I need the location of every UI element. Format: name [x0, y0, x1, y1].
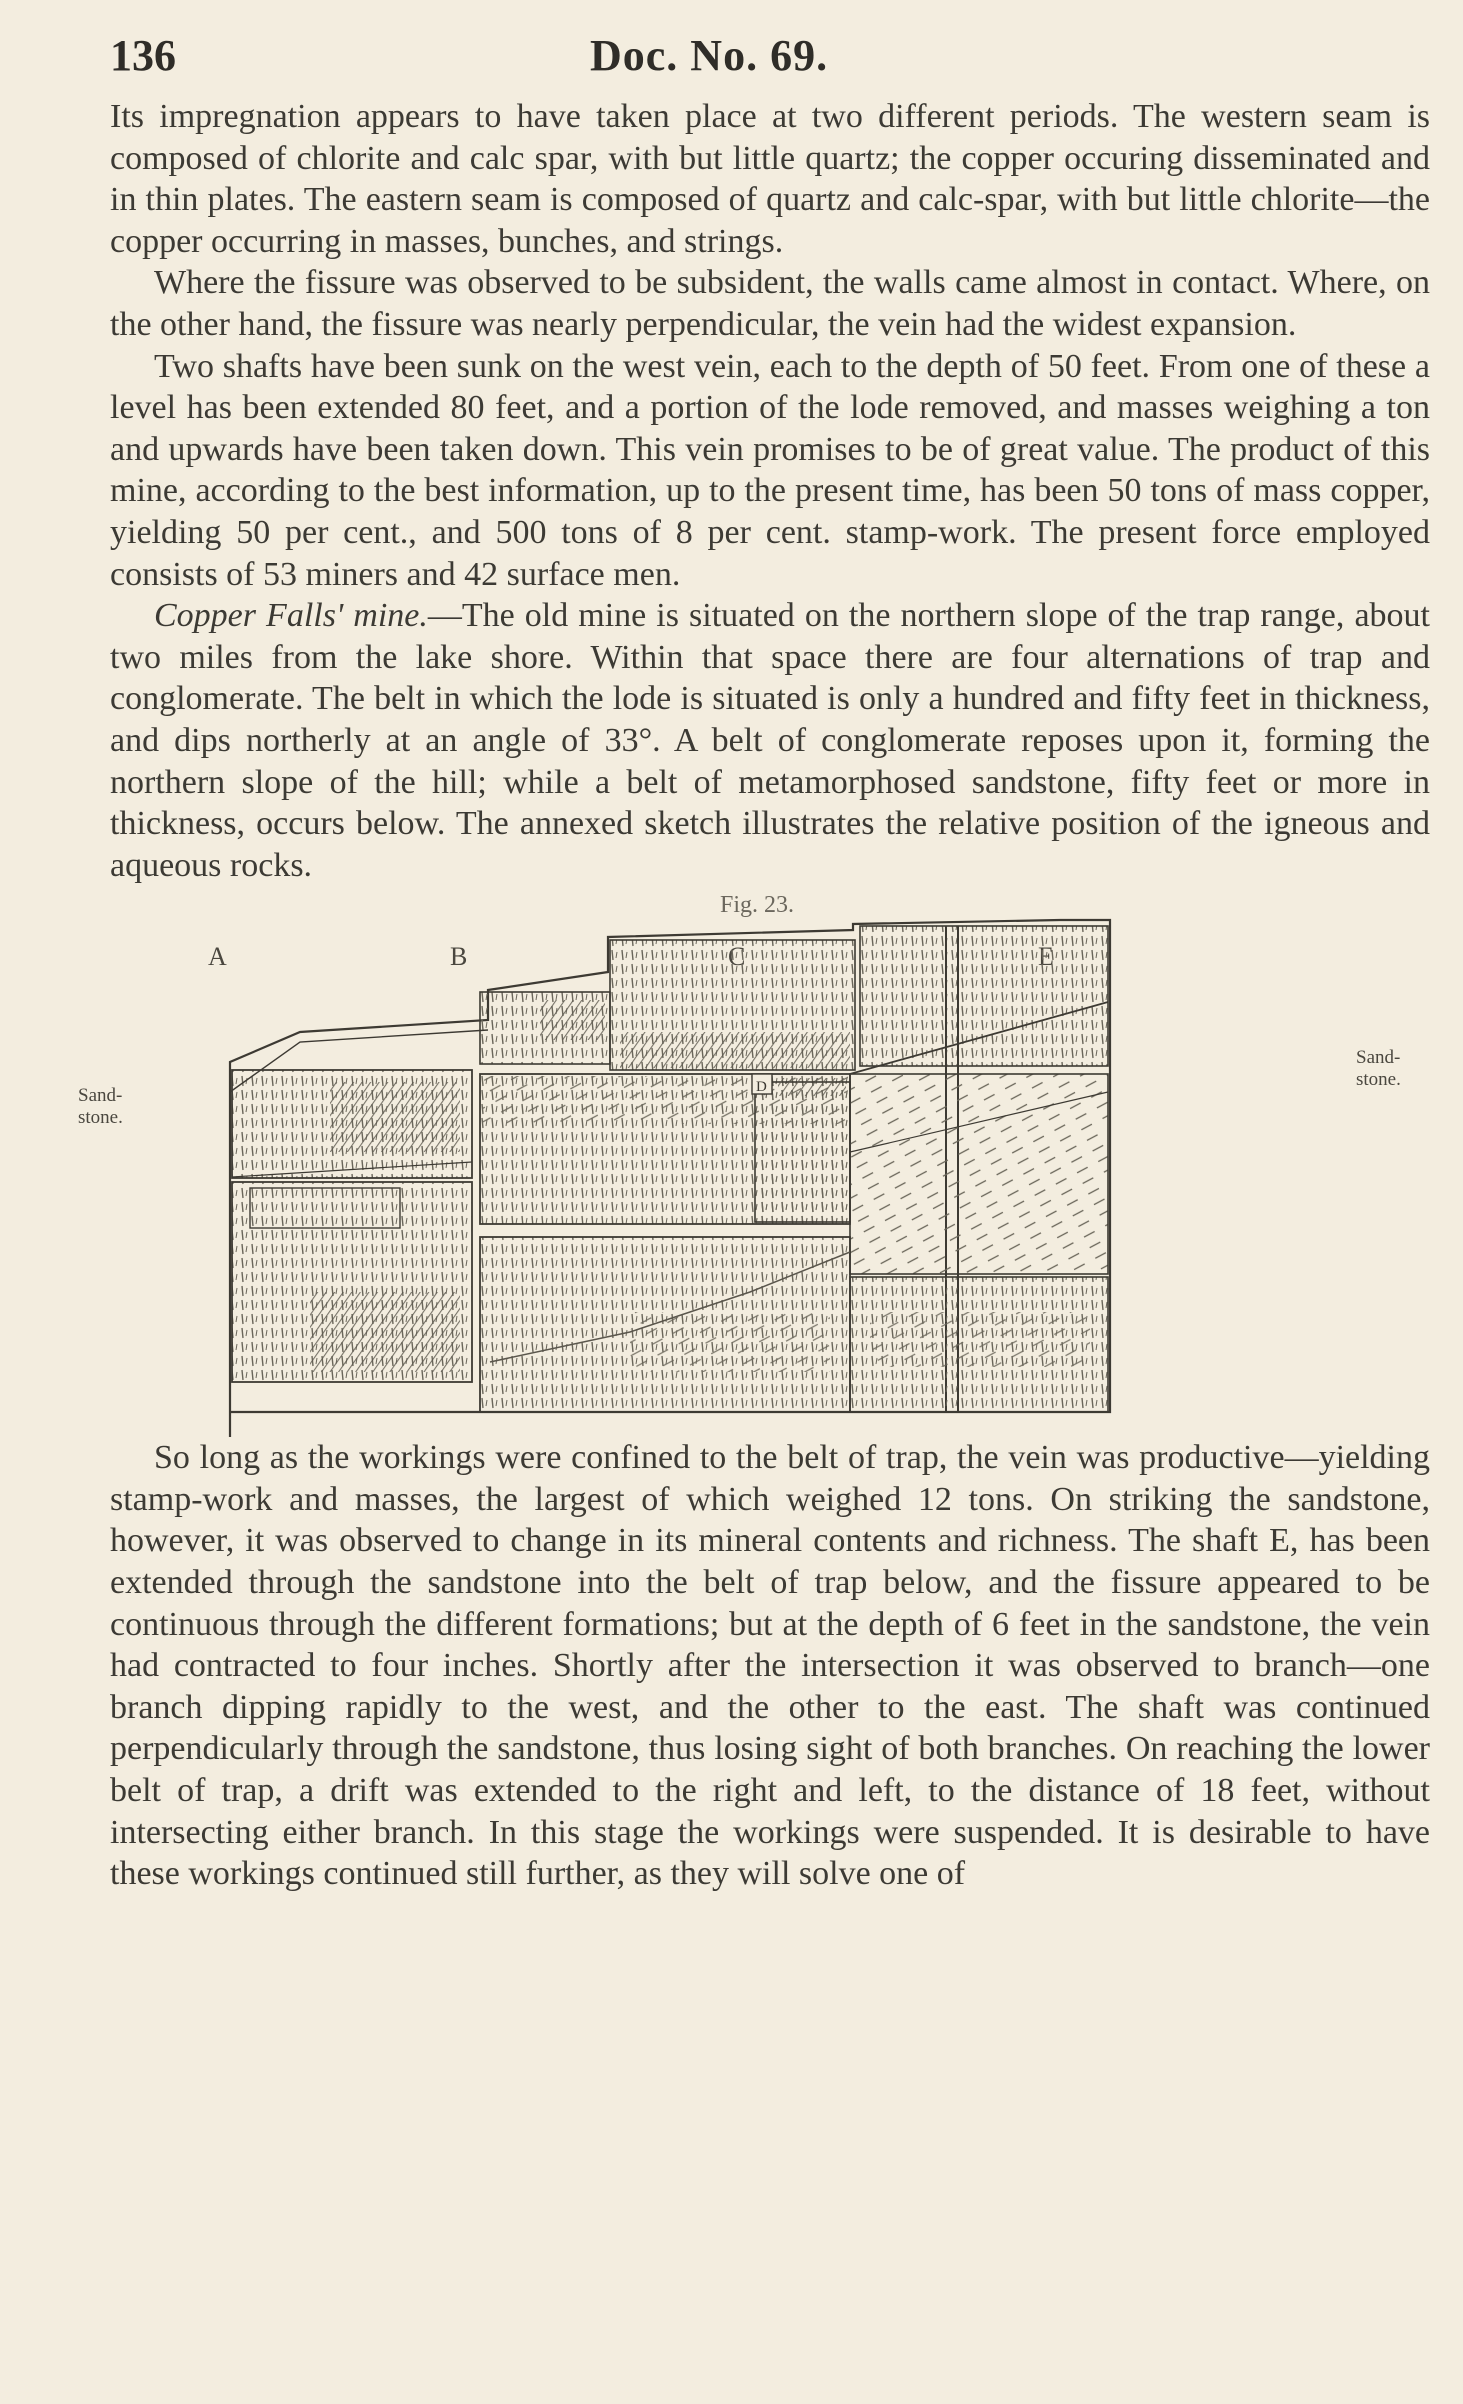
paragraph-shafts: Two shafts have been sunk on the west vein, each to the depth of 50 feet. From one of these a level has been extended 80 feet, and a portion of the lode removed, and masses weighing a ton and upwards have been taken down. This vein promises to be of great value. The product of this mine, according to the best information, up to the present time, has been 50 tons of mass copper, yielding 50 per cent., and 500 tons of 8 per cent. stamp-work. The present force employed consists of 53 miners and 42 surface men.: [110, 347, 1430, 593]
d-block: [755, 1082, 850, 1222]
document-title: Doc. No. 69.: [590, 31, 829, 80]
figure-letter-a: A: [208, 942, 227, 972]
left-lower-hatch: [310, 1292, 460, 1372]
page: [78, 30, 1430, 1895]
figure-caption: Fig. 23.: [720, 892, 795, 919]
left-upper-hatch: [330, 1082, 460, 1152]
left-sandstone-label: Sand- stone.: [78, 1085, 123, 1129]
label-d: D: [756, 1079, 767, 1096]
paragraph-impregnation: Its impregnation appears to have taken place at two different periods. The western seam is composed of chlorite and calc spar, with but little quartz; the copper occuring disseminated and in thin plates. The eastern seam is composed of quartz and calc-spar, with but little chlorite—the copper occurring in masses, bunches, and strings.: [110, 98, 1430, 260]
right-sandstone-band: [850, 1074, 1108, 1274]
right-sandstone-label: Sand- stone.: [1356, 1047, 1401, 1091]
paragraph-fissure: Where the fissure was observed to be subsident, the walls came almost in contact. Where, on the other hand, the fissure was nearly perpendicular, the vein had the widest expansion.: [110, 264, 1430, 343]
figure-23: [78, 892, 1430, 1437]
page-header: [110, 30, 1430, 96]
geological-section-sketch: [110, 892, 1350, 1437]
copper-falls-text: —The old mine is situated on the northern slope of the trap range, about two miles from the lake shore. Within that space there are four alternations of trap and conglomerate. The belt in which the lode is situated is only a hundred and fifty feet in thickness, and dips northerly at an angle of 33°. A belt of conglomerate reposes upon it, forming the northern slope of the hill; while a belt of metamorphosed sandstone, fifty feet or more in thickness, occurs below. The annexed sketch illustrates the relative position of the igneous and aqueous rocks.: [110, 597, 1430, 884]
figure-letter-b: B: [450, 942, 468, 972]
mine-name: Copper Falls' mine.: [154, 597, 428, 635]
page-number: 136: [110, 31, 176, 80]
paragraph-workings: So long as the workings were confined to the belt of trap, the vein was productive—yielding stamp-work and masses, the largest of which weighed 12 tons. On striking the sandstone, however, it was observed to change in its mineral contents and richness. The shaft E, has been extended through the sandstone into the belt of trap below, and the fissure appeared to be continuous through the different formations; but at the depth of 6 feet in the sandstone, the vein had contracted to four inches. Shortly after the intersection it was observed to branch—one branch dipping rapidly to the west, and the other to the east. The shaft was continued perpendicularly through the sandstone, thus losing sight of both branches. On reaching the lower belt of trap, a drift was extended to the right and left, to the distance of 18 feet, without intersecting either branch. In this stage the workings were suspended. It is desirable to have these workings continued still further, as they will solve one of: [110, 1439, 1430, 1893]
paragraph-copper-falls: [110, 595, 1430, 886]
band-e-upper: [860, 926, 1108, 1066]
